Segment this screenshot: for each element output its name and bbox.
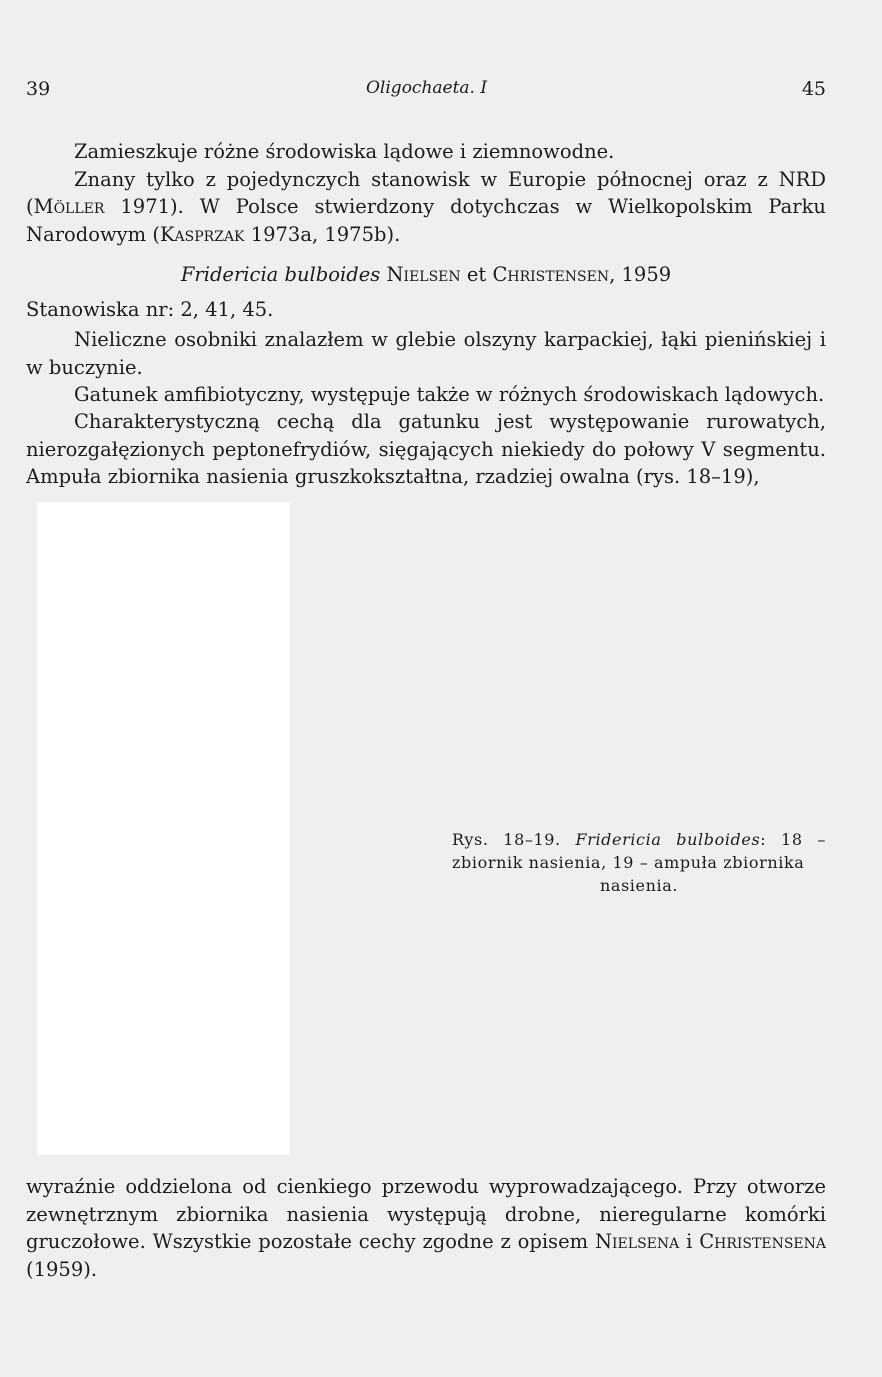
caption-last: nasienia. [599,876,679,895]
distribution-text-end: 1973a, 1975b). [244,222,401,246]
paragraph-habitat [26,138,826,248]
distribution-text-start: Znany tylko z pojedynczych stanowisk w Europie północnej oraz z NRD ( [26,167,826,218]
author-kasprzak: Kasprzak [159,222,245,246]
distribution-text [26,166,826,249]
species-year: , 1959 [609,263,672,286]
author-christensena: Christensena [699,1230,826,1253]
description-mid: i [679,1230,700,1253]
header-left-number: 39 [26,78,51,100]
author-nielsena: Nielsena [594,1230,680,1253]
caption-prefix: Rys. 18–19. [452,830,576,849]
species-author-2: Christensen [492,263,610,286]
running-title: Oligochaeta. I [366,78,488,98]
figure-placeholder [37,502,290,1155]
species-et: et [460,263,493,286]
paragraph-amphibiotic: Gatunek amfibiotyczny, występuje także w różnych środowiskach lądowych. [74,383,825,406]
species-author-1: Nielsen [386,263,461,286]
figure-caption [452,828,826,897]
distribution-text-mid: 1971). W Polsce stwierdzony dotychczas w Wielkopolskim Parku Narodowym ( [26,195,826,246]
habitat-line: Zamieszkuje różne środowiska lądowe i ziemnowodne. [74,140,615,163]
paragraph-characteristics: Charakterystyczną cechą dla gatunku jest występowanie rurowatych, nierozgałęzionych peptonefrydiów, sięgających niekiedy do połowy V segmentu. Ampuła zbiornika nasienia gruszkokształtna, rzadziej owalna (rys. 18–19), [26,410,826,488]
species-heading [26,263,826,286]
caption-species: Fridericia bulboides [575,830,761,849]
page-number: 45 [801,78,826,100]
description-end: (1959). [26,1257,98,1281]
species-name: Fridericia bulboides [180,263,381,286]
paragraph-description [26,1173,826,1283]
stations-line: Stanowiska nr: 2, 41, 45. [26,298,274,321]
caption-text: : 18 – zbiornik nasienia, 19 – ampuła zbiornika [452,830,827,872]
page-header [26,78,826,102]
paragraph-specimens: Nieliczne osobniki znalazłem w glebie olszyny karpackiej, łąki pienińskiej i w buczynie. [26,328,826,379]
description-text: wyraźnie oddzielona od cienkiego przewodu wyprowadzającego. Przy otworze zewnętrznym zbiornika nasienia występują drobne, nieregularne komórki gruczołowe. Wszystkie pozostałe cechy zgodne z opisem [26,1175,826,1253]
author-moller: Möller [33,195,105,218]
